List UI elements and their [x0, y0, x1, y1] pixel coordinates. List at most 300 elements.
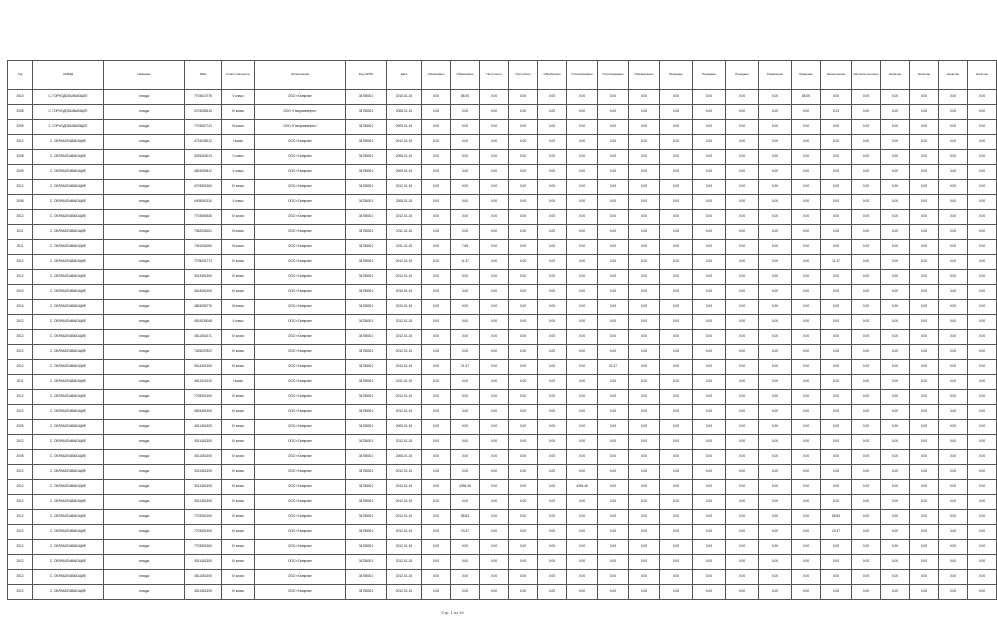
table-cell: 0.00 [821, 195, 852, 210]
table-cell: С. ОБРАБАТЫВАЮЩИЕ [33, 450, 104, 465]
table-cell: 0.00 [821, 450, 852, 465]
table-cell: 0.00 [538, 195, 567, 210]
table-cell: ООО «Газпромнефть» [255, 120, 346, 135]
table-cell: 0.00 [852, 570, 881, 585]
table-cell: 0.00 [660, 210, 693, 225]
table-row [8, 390, 997, 405]
table-cell: 0.00 [910, 270, 939, 285]
table-cell: 0.00 [660, 465, 693, 480]
table-cell: 0.00 [660, 375, 693, 390]
table-cell: 2012 [8, 570, 33, 585]
table-cell: 0.00 [422, 585, 451, 600]
table-cell: 0.00 [422, 225, 451, 240]
table-cell: 0.00 [821, 270, 852, 285]
table-cell: 0.00 [538, 465, 567, 480]
table-body [8, 90, 997, 600]
table-cell: 2012-01-15 [387, 570, 422, 585]
table-cell: 0.00 [598, 165, 629, 180]
table-cell: 2008-01-15 [387, 450, 422, 465]
table-cell: 0.00 [792, 420, 821, 435]
table-cell: 0.00 [759, 240, 792, 255]
table-cell: 34785001 [346, 270, 387, 285]
table-cell: 0.00 [509, 270, 538, 285]
table-cell: 0.00 [509, 495, 538, 510]
table-cell: 0.00 [852, 585, 881, 600]
table-cell: 0.00 [451, 345, 480, 360]
table-cell: 0.00 [567, 120, 598, 135]
table-cell: 0.00 [480, 270, 509, 285]
table-cell: 0.00 [939, 450, 968, 465]
table-cell: ООО «Газпром» [255, 375, 346, 390]
table-cell: 0.00 [598, 450, 629, 465]
table-cell: 4703051305 [185, 180, 222, 195]
table-cell: 34785001 [346, 540, 387, 555]
table-cell: 4823053512 [185, 165, 222, 180]
table-cell: 0.00 [792, 585, 821, 600]
table-cell: 0.00 [852, 135, 881, 150]
table-cell: 0.00 [693, 510, 726, 525]
table-row [8, 405, 997, 420]
table-cell: отходы [104, 525, 185, 540]
table-cell: 0.00 [598, 480, 629, 495]
table-cell: 0.00 [792, 315, 821, 330]
table-cell: 0.00 [939, 210, 968, 225]
table-cell: 0.00 [509, 345, 538, 360]
table-cell: 0.00 [598, 375, 629, 390]
table-cell: 0.00 [852, 465, 881, 480]
table-cell: 0.00 [629, 315, 660, 330]
table-cell: 2010 [8, 90, 33, 105]
table-cell: 0.00 [939, 570, 968, 585]
column-header: ОКВЭД [33, 61, 104, 90]
table-cell: 0.00 [939, 315, 968, 330]
table-cell: 0.00 [726, 540, 759, 555]
table-cell: 0.00 [480, 135, 509, 150]
table-cell: 0.00 [567, 585, 598, 600]
table-cell: 0.00 [629, 525, 660, 540]
table-cell: ООО «Газпром» [255, 465, 346, 480]
table-cell: 0.00 [598, 195, 629, 210]
table-cell: 0.00 [881, 570, 910, 585]
table-cell: 0.00 [629, 420, 660, 435]
table-cell: 0.00 [660, 90, 693, 105]
table-cell: 0.00 [509, 195, 538, 210]
table-cell: 0.00 [598, 345, 629, 360]
table-cell: 0.00 [480, 90, 509, 105]
table-cell: С. ОБРАБАТЫВАЮЩИЕ [33, 270, 104, 285]
table-cell: 0.00 [509, 555, 538, 570]
table-cell: 0.00 [598, 390, 629, 405]
table-cell: 0.00 [480, 225, 509, 240]
table-cell: 0.00 [509, 435, 538, 450]
table-cell: 0.00 [509, 165, 538, 180]
table-cell: 0.00 [792, 480, 821, 495]
table-cell: 0.00 [567, 150, 598, 165]
table-cell: ООО «Газпром» [255, 195, 346, 210]
table-cell: 2012 [8, 555, 33, 570]
table-cell: 2012 [8, 135, 33, 150]
table-cell: 0.00 [567, 435, 598, 450]
table-cell: 0.00 [598, 495, 629, 510]
table-cell: 0.00 [726, 585, 759, 600]
table-cell: 0.00 [759, 270, 792, 285]
table-cell: 0.00 [939, 375, 968, 390]
table-cell: ООО «Газпром» [255, 315, 346, 330]
table-cell: 34785001 [346, 90, 387, 105]
table-cell: ООО «Газпром» [255, 390, 346, 405]
table-cell: 0.00 [693, 465, 726, 480]
table-cell: С. ОБРАБАТЫВАЮЩИЕ [33, 405, 104, 420]
table-cell: 0.00 [910, 450, 939, 465]
table-cell: 0.00 [509, 480, 538, 495]
table-cell: 0.00 [968, 570, 997, 585]
table-cell: 34785001 [346, 120, 387, 135]
table-cell: 0.00 [567, 345, 598, 360]
table-cell: 2011 [8, 225, 33, 240]
table-cell: 0.00 [759, 90, 792, 105]
table-cell: 34785001 [346, 570, 387, 585]
table-cell: 7703055336 [185, 210, 222, 225]
table-cell: С. ОБРАБАТЫВАЮЩИЕ [33, 555, 104, 570]
table-cell: 34785001 [346, 495, 387, 510]
table-cell: 4715035212 [185, 135, 222, 150]
table-cell: 0.00 [538, 450, 567, 465]
table-cell: 2008 [8, 105, 33, 120]
table-cell: 0.00 [693, 120, 726, 135]
table-cell: 0.00 [821, 540, 852, 555]
table-cell: С. ОБРАБАТЫВАЮЩИЕ [33, 465, 104, 480]
table-cell: 0.00 [509, 420, 538, 435]
table-cell: 0.00 [693, 300, 726, 315]
table-cell: С. ОБРАБАТЫВАЮЩИЕ [33, 540, 104, 555]
table-header [8, 61, 997, 90]
table-cell: 0.00 [451, 375, 480, 390]
table-cell: 0.00 [693, 390, 726, 405]
table-cell: С. ГОРНОДОБЫВАЮЩЕЕ [33, 105, 104, 120]
table-cell: 0.00 [881, 225, 910, 240]
header-row [8, 61, 997, 90]
table-cell: 0.00 [910, 150, 939, 165]
table-cell: 2012 [8, 180, 33, 195]
column-header: Организация [255, 61, 346, 90]
table-cell: 0.00 [759, 165, 792, 180]
table-cell: 7705031774 [185, 255, 222, 270]
table-cell: С. ОБРАБАТЫВАЮЩИЕ [33, 300, 104, 315]
table-cell: 0.00 [538, 525, 567, 540]
table-cell: 0.00 [821, 90, 852, 105]
table-cell: 2012 [8, 435, 33, 450]
table-cell: 0.00 [968, 480, 997, 495]
table-cell: 0.00 [792, 225, 821, 240]
table-cell: отходы [104, 360, 185, 375]
table-cell: 2012-01-15 [387, 135, 422, 150]
table-cell: 0.00 [726, 360, 759, 375]
table-cell: IV класс [222, 570, 255, 585]
table-cell: 0.00 [726, 345, 759, 360]
table-cell: ООО «Газпром» [255, 240, 346, 255]
table-cell: отходы [104, 435, 185, 450]
table-cell: 0.00 [598, 330, 629, 345]
table-cell: 34785001 [346, 405, 387, 420]
table-cell: 0.00 [598, 225, 629, 240]
table-cell: 4519030048 [185, 315, 222, 330]
table-cell: 34785001 [346, 525, 387, 540]
table-cell: 0.00 [598, 300, 629, 315]
table-cell: 0.00 [759, 345, 792, 360]
table-cell: 0.00 [759, 570, 792, 585]
table-cell: 2012-01-15 [387, 495, 422, 510]
table-cell: 0.00 [509, 315, 538, 330]
table-cell: 34785001 [346, 585, 387, 600]
table-cell: 0.00 [598, 180, 629, 195]
table-cell: 21.37 [451, 360, 480, 375]
column-header: Наличие [968, 61, 997, 90]
table-cell: 2012 [8, 360, 33, 375]
table-cell: 0.00 [693, 360, 726, 375]
table-cell: 0.00 [509, 120, 538, 135]
column-header: Передано [726, 61, 759, 90]
column-header: Утилизировано [598, 61, 629, 90]
table-cell: 0.00 [509, 450, 538, 465]
table-cell: 2011 [8, 240, 33, 255]
table-cell: 0.00 [759, 150, 792, 165]
table-cell: 0.00 [480, 165, 509, 180]
table-cell: 0.00 [660, 150, 693, 165]
table-cell: 0.00 [821, 135, 852, 150]
table-cell: 0.00 [629, 90, 660, 105]
table-cell: 0.00 [480, 300, 509, 315]
table-cell: 2012-01-15 [387, 390, 422, 405]
table-cell: 0.00 [910, 390, 939, 405]
table-cell: 0.00 [598, 420, 629, 435]
table-cell: 0.00 [968, 510, 997, 525]
table-cell: 0.00 [509, 90, 538, 105]
table-cell: 0.00 [726, 270, 759, 285]
table-cell: 0.00 [910, 300, 939, 315]
table-cell: 0.00 [660, 405, 693, 420]
table-cell: 0.00 [821, 465, 852, 480]
table-cell: 0.00 [598, 540, 629, 555]
table-cell: 0.00 [538, 90, 567, 105]
table-cell: 0.00 [910, 90, 939, 105]
table-cell: 34785001 [346, 390, 387, 405]
table-cell: 0.00 [451, 210, 480, 225]
column-header: Поступило [480, 61, 509, 90]
table-cell: С. ОБРАБАТЫВАЮЩИЕ [33, 330, 104, 345]
table-cell: 0.00 [629, 405, 660, 420]
table-cell: 0.00 [567, 555, 598, 570]
table-cell: 0.00 [538, 285, 567, 300]
table-cell: 0.00 [968, 495, 997, 510]
table-cell: 0.00 [629, 240, 660, 255]
table-cell: отходы [104, 105, 185, 120]
table-cell: 0.00 [422, 450, 451, 465]
column-header: Передано [660, 61, 693, 90]
table-cell: 0.00 [726, 255, 759, 270]
table-cell: 0.00 [792, 105, 821, 120]
table-cell: С. ОБРАБАТЫВАЮЩИЕ [33, 285, 104, 300]
table-cell: 34785001 [346, 420, 387, 435]
table-cell: 0.00 [693, 555, 726, 570]
table-cell: 2012 [8, 330, 33, 345]
table-cell: 0.00 [759, 135, 792, 150]
table-cell: 2012-01-15 [387, 345, 422, 360]
table-cell: 34785001 [346, 510, 387, 525]
table-cell: 2008-01-15 [387, 105, 422, 120]
table-cell: 0.00 [852, 255, 881, 270]
table-row [8, 165, 997, 180]
table-cell: 0.00 [451, 195, 480, 210]
table-cell: отходы [104, 480, 185, 495]
table-cell: 2011-01-15 [387, 375, 422, 390]
table-cell: 0.00 [509, 150, 538, 165]
table-cell: 0.00 [939, 480, 968, 495]
table-cell: 0.00 [598, 255, 629, 270]
table-cell: 0.00 [422, 285, 451, 300]
column-header: Поступило [509, 61, 538, 90]
table-row [8, 495, 997, 510]
table-cell: 0.00 [451, 390, 480, 405]
table-cell: С. ОБРАБАТЫВАЮЩИЕ [33, 525, 104, 540]
table-cell: 0.00 [567, 240, 598, 255]
table-cell: 0.00 [939, 255, 968, 270]
table-cell: 0.00 [598, 510, 629, 525]
table-cell: 0.00 [759, 405, 792, 420]
table-cell: отходы [104, 180, 185, 195]
table-cell: 11.37 [821, 255, 852, 270]
table-cell: 0.00 [629, 330, 660, 345]
table-cell: С. ОБРАБАТЫВАЮЩИЕ [33, 150, 104, 165]
table-cell: 0.00 [792, 300, 821, 315]
table-cell: 0.00 [451, 315, 480, 330]
table-cell: 0.00 [968, 405, 997, 420]
table-cell: 0.00 [480, 150, 509, 165]
table-cell: 0.00 [939, 435, 968, 450]
table-cell: 0.00 [910, 435, 939, 450]
table-cell: 2012-01-15 [387, 360, 422, 375]
table-cell: 0.00 [693, 570, 726, 585]
table-cell: 34785001 [346, 345, 387, 360]
table-cell: 0.00 [968, 135, 997, 150]
table-cell: 0.00 [538, 345, 567, 360]
table-cell: 0.00 [422, 420, 451, 435]
table-row [8, 435, 997, 450]
table-cell: 0.00 [538, 405, 567, 420]
table-cell: 0.00 [939, 180, 968, 195]
table-cell: 0.00 [852, 285, 881, 300]
table-cell: 34785001 [346, 375, 387, 390]
table-cell: 0.00 [939, 270, 968, 285]
table-cell: 0.00 [968, 270, 997, 285]
table-cell: 0.00 [693, 585, 726, 600]
table-cell: 2012-01-15 [387, 585, 422, 600]
table-cell: IV класс [222, 525, 255, 540]
table-cell: 0.00 [629, 540, 660, 555]
table-cell: 23.37 [451, 525, 480, 540]
table-row [8, 210, 997, 225]
table-cell: 0.00 [538, 585, 567, 600]
table-cell: 0.00 [567, 540, 598, 555]
column-header: Год [8, 61, 33, 90]
table-cell: 0.00 [567, 285, 598, 300]
column-header: Хранение [792, 61, 821, 90]
table-cell: 85.83 [451, 510, 480, 525]
table-cell: отходы [104, 135, 185, 150]
table-cell: 3014451305 [185, 360, 222, 375]
table-cell: 0.00 [480, 285, 509, 300]
table-cell: 7705051305 [185, 390, 222, 405]
table-cell: 7451004056 [185, 240, 222, 255]
table-cell: 0.00 [968, 120, 997, 135]
table-cell: 0.00 [910, 585, 939, 600]
table-cell: 7704010776 [185, 90, 222, 105]
table-cell: 0.00 [509, 525, 538, 540]
table-cell: 0.00 [852, 405, 881, 420]
table-cell: отходы [104, 210, 185, 225]
table-cell: 4394.45 [567, 480, 598, 495]
table-cell: 2012 [8, 255, 33, 270]
table-cell: 34785001 [346, 195, 387, 210]
table-cell: 0.00 [567, 525, 598, 540]
table-cell: 0.00 [509, 225, 538, 240]
table-cell: 0.00 [910, 405, 939, 420]
table-cell: 0.00 [567, 420, 598, 435]
table-cell: 0.00 [852, 165, 881, 180]
table-cell: отходы [104, 330, 185, 345]
table-cell: 0.00 [939, 465, 968, 480]
table-cell: 0.00 [567, 495, 598, 510]
table-cell: 0.00 [480, 555, 509, 570]
table-cell: 0.00 [939, 300, 968, 315]
table-cell: 0.00 [792, 450, 821, 465]
table-cell: 0.00 [660, 570, 693, 585]
table-cell: 3011451305 [185, 555, 222, 570]
table-cell: 2012 [8, 315, 33, 330]
table-cell: 2012 [8, 525, 33, 540]
table-cell: 0.00 [910, 345, 939, 360]
table-cell: 0.00 [821, 345, 852, 360]
table-cell: 0.00 [660, 495, 693, 510]
table-cell: 0.00 [759, 315, 792, 330]
table-cell: 0.00 [792, 405, 821, 420]
table-cell: 0.00 [939, 540, 968, 555]
table-cell: 0.00 [629, 345, 660, 360]
table-cell: 0.00 [726, 240, 759, 255]
table-cell: IV класс [222, 390, 255, 405]
table-cell: 0.00 [939, 90, 968, 105]
table-cell: 0.00 [881, 450, 910, 465]
table-row [8, 270, 997, 285]
table-cell: 11.37 [451, 255, 480, 270]
table-cell: 0.00 [567, 570, 598, 585]
table-cell: ООО «Газпром» [255, 510, 346, 525]
column-header: Название [104, 61, 185, 90]
table-cell: 0.00 [422, 255, 451, 270]
table-cell: 3011451305 [185, 435, 222, 450]
table-cell: С. ОБРАБАТЫВАЮЩИЕ [33, 435, 104, 450]
table-row [8, 195, 997, 210]
table-cell: 0.00 [538, 120, 567, 135]
table-cell: С. ОБРАБАТЫВАЮЩИЕ [33, 180, 104, 195]
table-cell: отходы [104, 585, 185, 600]
table-cell: 0.00 [567, 105, 598, 120]
table-cell: 0.00 [693, 195, 726, 210]
table-cell: 0.00 [792, 135, 821, 150]
table-cell: 0.00 [726, 570, 759, 585]
table-cell: 0.00 [451, 570, 480, 585]
table-cell: 0.00 [821, 480, 852, 495]
table-cell: 0.00 [968, 555, 997, 570]
